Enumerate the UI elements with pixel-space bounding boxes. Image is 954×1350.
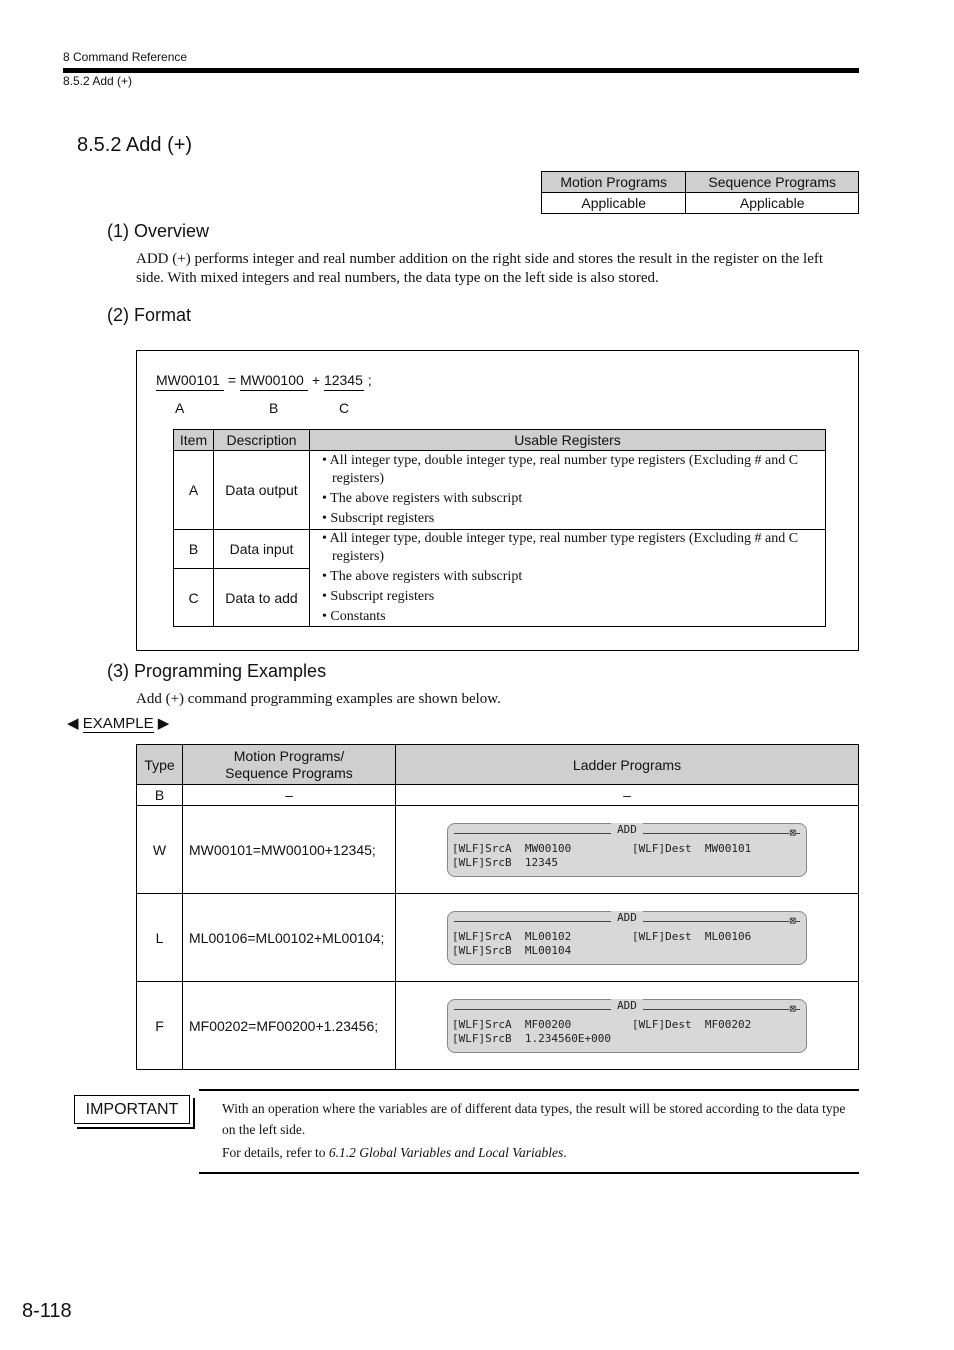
reg-usable-item: • Subscript registers xyxy=(322,511,435,526)
example-type: W xyxy=(137,806,183,894)
ladder-expand-icon: ⊠ xyxy=(789,913,796,927)
example-label: EXAMPLE xyxy=(82,715,154,732)
examples-header-type: Type xyxy=(137,745,183,785)
reg-item: A xyxy=(174,451,214,530)
important-line2: For details, refer to 6.1.2 Global Variables and Local Variables. xyxy=(222,1145,567,1160)
header-section: 8.5.2 Add (+) xyxy=(63,74,133,88)
format-expr-end: ; xyxy=(363,372,372,388)
example-ladder xyxy=(396,806,859,894)
reg-description: Data input xyxy=(214,530,310,569)
ladder-op: ADD xyxy=(448,911,806,924)
reg-usable-item: • Subscript registers xyxy=(322,589,435,604)
reg-usable-item: • The above registers with subscript xyxy=(322,569,523,584)
ladder-expand-icon: ⊠ xyxy=(789,825,796,839)
format-expr-a: MW00101 xyxy=(156,372,224,391)
example-motion: MW00101=MW00100+12345; xyxy=(183,806,396,894)
examples-intro: Add (+) command programming examples are shown below. xyxy=(136,691,501,707)
format-expr-eq: = xyxy=(224,372,240,388)
section-title: 8.5.2 Add (+) xyxy=(77,134,193,156)
ladder-dest: [WLF]Dest ML00106 xyxy=(632,929,752,943)
ladder-block xyxy=(447,999,807,1053)
examples-header-ladder: Ladder Programs xyxy=(396,745,859,785)
triangle-left-icon: ◀ xyxy=(67,715,79,732)
format-label-c: C xyxy=(339,400,350,416)
header-chapter: 8 Command Reference xyxy=(63,50,188,64)
reg-description: Data output xyxy=(214,451,310,530)
format-expr-plus: + xyxy=(307,372,324,388)
example-motion: – xyxy=(183,785,396,806)
ladder-op: ADD xyxy=(448,999,806,1012)
important-reference: 6.1.2 Global Variables and Local Variables xyxy=(328,1145,564,1160)
format-expr-b: MW00100 xyxy=(240,372,308,391)
important-bottom-rule xyxy=(199,1172,859,1174)
format-label-b: B xyxy=(269,400,279,416)
triangle-right-icon: ▶ xyxy=(157,715,170,732)
overview-text: ADD (+) performs integer and real number addition on the right side and stores the result in the register on the left side. With mixed integers and real numbers, the data type on the left side is also stored. xyxy=(136,251,824,286)
reg-usable-item: • All integer type, double integer type, real number type registers (Excluding # and C registers) xyxy=(322,453,799,486)
reg-usable-item: • All integer type, double integer type, real number type registers (Excluding # and C registers) xyxy=(322,531,799,564)
applicability-value-sequence: Applicable xyxy=(686,193,859,214)
reg-header-description: Description xyxy=(214,430,310,451)
table-row xyxy=(137,806,859,894)
ladder-srcb: [WLF]SrcB 12345 xyxy=(452,855,558,869)
examples-header-motion xyxy=(183,745,396,785)
example-ladder: – xyxy=(396,785,859,806)
example-motion: ML00106=ML00102+ML00104; xyxy=(183,894,396,982)
important-label: IMPORTANT xyxy=(74,1095,190,1124)
reg-header-usable: Usable Registers xyxy=(310,430,826,451)
ladder-block xyxy=(447,823,807,877)
ladder-block xyxy=(447,911,807,965)
ladder-srca: [WLF]SrcA ML00102 xyxy=(452,929,572,943)
ladder-dest: [WLF]Dest MF00202 xyxy=(632,1017,752,1031)
applicability-header-motion: Motion Programs xyxy=(542,172,686,193)
example-ladder xyxy=(396,982,859,1070)
table-row xyxy=(137,894,859,982)
important-text xyxy=(222,1098,858,1163)
ladder-srcb: [WLF]SrcB 1.234560E+000 xyxy=(452,1031,611,1045)
applicability-table xyxy=(541,171,859,214)
ladder-srca: [WLF]SrcA MW00100 xyxy=(452,841,572,855)
examples-header-motion-line2: Sequence Programs xyxy=(225,764,353,781)
reg-item: C xyxy=(174,569,214,627)
important-line1: With an operation where the variables are of different data types, the result will be stored according to the data type on the left side. xyxy=(222,1101,846,1137)
page-number: 8-118 xyxy=(22,1300,72,1322)
examples-table xyxy=(136,744,859,1070)
example-type: B xyxy=(137,785,183,806)
reg-description: Data to add xyxy=(214,569,310,627)
example-type: L xyxy=(137,894,183,982)
ladder-expand-icon: ⊠ xyxy=(789,1001,796,1015)
ladder-srca: [WLF]SrcA MF00200 xyxy=(452,1017,572,1031)
reg-usable-list xyxy=(310,451,826,530)
important-top-rule xyxy=(199,1089,859,1091)
ladder-srcb: [WLF]SrcB ML00104 xyxy=(452,943,572,957)
overview-heading: (1) Overview xyxy=(107,221,210,241)
example-type: F xyxy=(137,982,183,1070)
usable-registers-table xyxy=(173,429,826,627)
table-row xyxy=(137,982,859,1070)
example-ladder xyxy=(396,894,859,982)
example-tag xyxy=(67,714,169,732)
reg-header-item: Item xyxy=(174,430,214,451)
ladder-dest: [WLF]Dest MW00101 xyxy=(632,841,752,855)
example-motion: MF00202=MF00200+1.23456; xyxy=(183,982,396,1070)
format-expression xyxy=(156,372,372,391)
reg-usable-item: • The above registers with subscript xyxy=(322,491,523,506)
format-label-a: A xyxy=(175,400,185,416)
examples-heading: (3) Programming Examples xyxy=(107,661,327,681)
reg-usable-list xyxy=(310,530,826,627)
reg-item: B xyxy=(174,530,214,569)
applicability-value-motion: Applicable xyxy=(542,193,686,214)
applicability-header-sequence: Sequence Programs xyxy=(686,172,859,193)
header-rule xyxy=(63,68,859,73)
format-heading: (2) Format xyxy=(107,305,192,325)
ladder-op: ADD xyxy=(448,823,806,836)
reg-usable-item: • Constants xyxy=(322,609,386,624)
examples-header-motion-line1: Motion Programs/ xyxy=(233,747,345,764)
format-expr-c: 12345 xyxy=(324,372,364,391)
